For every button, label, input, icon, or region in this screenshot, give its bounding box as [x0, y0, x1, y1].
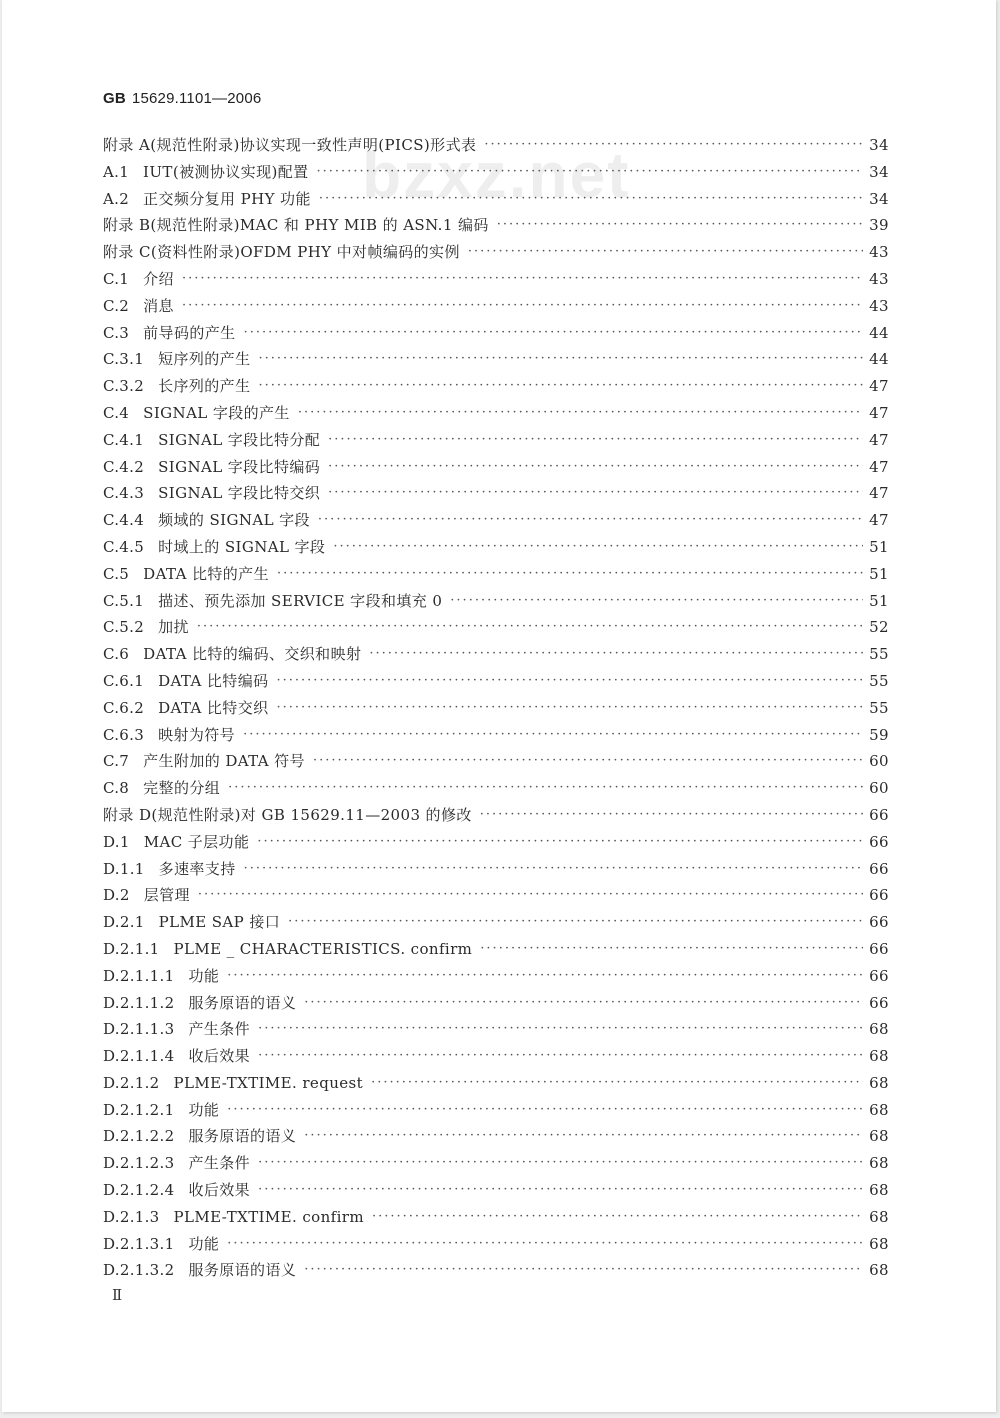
- toc-entry-title: PLME SAP 接口: [158, 913, 281, 932]
- toc-entry-page: 68: [869, 1234, 889, 1253]
- toc-entry-title: 产生附加的 DATA 符号: [143, 752, 305, 771]
- toc-dot-leader: [258, 1016, 863, 1043]
- toc-entry-title: DATA 比特的编码、交织和映射: [143, 645, 362, 664]
- toc-entry-title: 短序列的产生: [158, 350, 251, 369]
- toc-entry-title: 服务原语的语义: [188, 1261, 297, 1280]
- toc-entry-page: 39: [869, 216, 889, 235]
- toc-entry[interactable]: [103, 748, 889, 775]
- toc-entry-page: 66: [869, 832, 889, 851]
- toc-entry-title: 时域上的 SIGNAL 字段: [158, 537, 326, 556]
- toc-entry[interactable]: [103, 856, 889, 883]
- toc-entry-title: 收后效果: [188, 1047, 251, 1066]
- toc-entry-page: 66: [869, 993, 889, 1012]
- toc-dot-leader: [304, 1257, 863, 1284]
- toc-entry-number: D.2.1: [103, 913, 145, 932]
- toc-entry-number: C.3.2: [103, 377, 145, 396]
- toc-entry[interactable]: [103, 936, 889, 963]
- toc-entry-title: 服务原语的语义: [188, 993, 297, 1012]
- toc-entry-page: 51: [869, 591, 889, 610]
- toc-dot-leader: [372, 1204, 863, 1231]
- toc-entry-page: 55: [869, 645, 889, 664]
- toc-entry[interactable]: [103, 1257, 889, 1284]
- toc-entry-number: D.2.1.2.4: [103, 1181, 175, 1200]
- toc-entry-number: C.7: [103, 752, 130, 771]
- toc-entry-number: D.2.1.2.3: [103, 1154, 175, 1173]
- toc-entry-title: 消息: [143, 296, 174, 315]
- toc-entry-number: D.2.1.1: [103, 939, 160, 958]
- toc-entry-title: PLME _ CHARACTERISTICS. confirm: [173, 939, 473, 958]
- toc-dot-leader: [318, 507, 863, 534]
- toc-entry-page: 66: [869, 939, 889, 958]
- toc-dot-leader: [371, 1070, 863, 1097]
- toc-entry-title: 多速率支持: [158, 859, 236, 878]
- toc-entry-title: 功能: [188, 1234, 220, 1253]
- toc-entry[interactable]: [103, 695, 889, 722]
- standard-number: 15629.1101—2006: [131, 90, 262, 107]
- toc-dot-leader: [258, 373, 863, 400]
- toc-entry[interactable]: [103, 668, 889, 695]
- toc-entry-page: 47: [869, 430, 889, 449]
- toc-entry[interactable]: [103, 1204, 889, 1231]
- standard-prefix: GB: [103, 90, 126, 107]
- toc-entry-number: C.6.1: [103, 671, 145, 690]
- toc-entry-number: C.4: [103, 403, 130, 422]
- toc-entry-number: D.1: [103, 832, 130, 851]
- toc-entry-number: D.2.1.3.1: [103, 1234, 175, 1253]
- standard-header: [103, 90, 261, 107]
- toc-entry-number: C.8: [103, 779, 130, 798]
- toc-entry-page: 68: [869, 1154, 889, 1173]
- toc-dot-leader: [258, 346, 863, 373]
- toc-dot-leader: [328, 427, 863, 454]
- toc-entry-title: 映射为符号: [158, 725, 236, 744]
- toc-entry[interactable]: [103, 266, 889, 293]
- toc-dot-leader: [497, 212, 863, 239]
- toc-entry[interactable]: [103, 507, 889, 534]
- toc-dot-leader: [197, 614, 863, 641]
- toc-dot-leader: [288, 909, 863, 936]
- toc-dot-leader: [328, 480, 863, 507]
- toc-entry-title: 产生条件: [188, 1020, 251, 1039]
- toc-entry-number: C.5.2: [103, 618, 145, 637]
- toc-entry-number: C.4.2: [103, 457, 145, 476]
- toc-entry[interactable]: [103, 1177, 889, 1204]
- toc-entry-title: 介绍: [143, 269, 174, 288]
- toc-dot-leader: [244, 856, 863, 883]
- toc-entry-page: 55: [869, 671, 889, 690]
- toc-entry-number: D.2.1.3: [103, 1207, 160, 1226]
- toc-entry-page: 68: [869, 1073, 889, 1092]
- toc-dot-leader: [227, 1231, 863, 1258]
- toc-entry-number: D.2.1.2.2: [103, 1127, 175, 1146]
- toc-entry-title: 附录 A(规范性附录)协议实现一致性声明(PICS)形式表: [103, 136, 477, 154]
- toc-entry-number: D.2.1.1.1: [103, 966, 175, 985]
- toc-entry-page: 47: [869, 377, 889, 396]
- toc-entry[interactable]: [103, 1150, 889, 1177]
- toc-entry-page: 68: [869, 1100, 889, 1119]
- toc-entry[interactable]: [103, 293, 889, 320]
- toc-entry-number: D.2.1.3.2: [103, 1261, 175, 1280]
- toc-entry-title: DATA 比特交织: [158, 698, 269, 717]
- toc-entry-number: D.2: [103, 886, 130, 905]
- toc-dot-leader: [257, 829, 863, 856]
- toc-entry-page: 68: [869, 1207, 889, 1226]
- toc-entry[interactable]: [103, 1043, 889, 1070]
- toc-dot-leader: [317, 159, 864, 186]
- toc-entry-title: PLME-TXTIME. request: [173, 1073, 364, 1092]
- toc-dot-leader: [480, 936, 863, 963]
- toc-entry[interactable]: [103, 561, 889, 588]
- toc-entry[interactable]: [103, 454, 889, 481]
- toc-dot-leader: [450, 588, 863, 615]
- toc-entry-page: 66: [869, 886, 889, 905]
- toc-entry-page: 68: [869, 1127, 889, 1146]
- toc-entry-title: 长序列的产生: [158, 377, 251, 396]
- toc-entry-title: 附录 B(规范性附录)MAC 和 PHY MIB 的 ASN.1 编码: [103, 216, 489, 235]
- toc-entry-page: 60: [869, 752, 889, 771]
- toc-entry[interactable]: [103, 909, 889, 936]
- toc-entry-title: 附录 D(规范性附录)对 GB 15629.11—2003 的修改: [103, 805, 472, 824]
- toc-entry-number: C.5: [103, 564, 130, 583]
- toc-entry[interactable]: [103, 775, 889, 802]
- toc-entry-page: 43: [869, 269, 889, 288]
- toc-entry-page: 60: [869, 779, 889, 798]
- toc-entry-page: 43: [869, 296, 889, 315]
- toc-entry-number: C.3: [103, 323, 130, 342]
- toc-entry[interactable]: [103, 1097, 889, 1124]
- toc-entry-page: 47: [869, 403, 889, 422]
- toc-entry-number: A.1: [103, 162, 130, 181]
- toc-entry-title: SIGNAL 字段比特交织: [158, 484, 321, 503]
- toc-entry-number: C.6.2: [103, 698, 145, 717]
- toc-entry-number: C.4.4: [103, 511, 145, 530]
- page-number-roman: Ⅱ: [112, 1286, 123, 1304]
- toc-dot-leader: [227, 963, 863, 990]
- toc-entry[interactable]: [103, 534, 889, 561]
- toc-dot-leader: [304, 1123, 863, 1150]
- toc-entry-title: 功能: [188, 1100, 220, 1119]
- toc-entry-page: 34: [869, 136, 889, 154]
- toc-dot-leader: [243, 722, 863, 749]
- toc-entry-title: 层管理: [143, 886, 190, 905]
- toc-entry[interactable]: [103, 132, 889, 159]
- toc-entry-title: IUT(被测协议实现)配置: [143, 162, 309, 181]
- toc-dot-leader: [277, 668, 864, 695]
- toc-entry-number: D.2.1.1.4: [103, 1047, 175, 1066]
- toc-dot-leader: [198, 882, 863, 909]
- toc-entry-page: 51: [869, 537, 889, 556]
- table-of-contents: [103, 132, 889, 1284]
- toc-dot-leader: [328, 454, 863, 481]
- toc-entry-title: 完整的分组: [143, 779, 221, 798]
- toc-dot-leader: [304, 990, 863, 1017]
- toc-entry-page: 47: [869, 484, 889, 503]
- toc-entry-page: 55: [869, 698, 889, 717]
- toc-entry-number: C.1: [103, 269, 130, 288]
- toc-entry-page: 47: [869, 511, 889, 530]
- toc-entry-number: C.4.1: [103, 430, 145, 449]
- toc-entry[interactable]: [103, 427, 889, 454]
- toc-dot-leader: [228, 775, 863, 802]
- toc-entry-page: 66: [869, 859, 889, 878]
- toc-dot-leader: [277, 561, 863, 588]
- toc-dot-leader: [244, 320, 864, 347]
- toc-entry-title: SIGNAL 字段比特编码: [158, 457, 321, 476]
- toc-entry-number: C.2: [103, 296, 130, 315]
- toc-dot-leader: [182, 293, 863, 320]
- toc-entry-page: 43: [869, 243, 889, 262]
- toc-entry-title: DATA 比特的产生: [143, 564, 269, 583]
- toc-entry[interactable]: [103, 186, 889, 213]
- toc-dot-leader: [369, 641, 863, 668]
- toc-entry[interactable]: [103, 990, 889, 1017]
- toc-entry[interactable]: [103, 802, 889, 829]
- toc-dot-leader: [480, 802, 863, 829]
- toc-entry-title: 加扰: [158, 618, 189, 637]
- toc-entry[interactable]: [103, 829, 889, 856]
- toc-entry[interactable]: [103, 239, 889, 266]
- toc-dot-leader: [298, 400, 863, 427]
- toc-entry-title: DATA 比特编码: [158, 671, 269, 690]
- toc-entry-page: 34: [869, 162, 889, 181]
- toc-entry[interactable]: [103, 1231, 889, 1258]
- toc-dot-leader: [484, 132, 863, 159]
- toc-entry-title: 频域的 SIGNAL 字段: [158, 511, 310, 530]
- toc-entry-number: D.1.1: [103, 859, 145, 878]
- toc-entry[interactable]: [103, 1123, 889, 1150]
- toc-entry-number: D.2.1.1.3: [103, 1020, 175, 1039]
- toc-dot-leader: [468, 239, 863, 266]
- toc-entry-page: 68: [869, 1047, 889, 1066]
- toc-entry-page: 59: [869, 725, 889, 744]
- toc-entry[interactable]: [103, 1016, 889, 1043]
- toc-entry-title: SIGNAL 字段比特分配: [158, 430, 321, 449]
- toc-entry-title: 描述、预先添加 SERVICE 字段和填充 0: [158, 591, 443, 610]
- toc-entry-title: MAC 子层功能: [143, 832, 250, 851]
- toc-entry-number: C.4.5: [103, 537, 145, 556]
- toc-entry-number: C.3.1: [103, 350, 145, 369]
- toc-dot-leader: [277, 695, 864, 722]
- toc-dot-leader: [333, 534, 863, 561]
- toc-entry[interactable]: [103, 614, 889, 641]
- toc-entry-page: 66: [869, 966, 889, 985]
- toc-entry-title: 服务原语的语义: [188, 1127, 297, 1146]
- toc-entry-page: 66: [869, 805, 889, 824]
- toc-entry[interactable]: [103, 722, 889, 749]
- toc-entry-page: 51: [869, 564, 889, 583]
- toc-entry-number: A.2: [103, 189, 130, 208]
- toc-entry[interactable]: [103, 1070, 889, 1097]
- toc-entry-title: 功能: [188, 966, 220, 985]
- toc-entry-number: C.6.3: [103, 725, 145, 744]
- toc-entry-page: 44: [869, 350, 889, 369]
- toc-dot-leader: [258, 1043, 863, 1070]
- toc-dot-leader: [313, 748, 863, 775]
- document-page: [2, 0, 996, 1412]
- toc-entry[interactable]: [103, 963, 889, 990]
- toc-entry-title: 附录 C(资料性附录)OFDM PHY 中对帧编码的实例: [103, 243, 460, 262]
- toc-entry[interactable]: [103, 480, 889, 507]
- toc-entry-title: 收后效果: [188, 1181, 251, 1200]
- toc-entry-number: D.2.1.2.1: [103, 1100, 175, 1119]
- toc-entry-number: C.6: [103, 645, 130, 664]
- toc-entry[interactable]: [103, 882, 889, 909]
- toc-entry-page: 66: [869, 913, 889, 932]
- toc-entry-number: D.2.1.2: [103, 1073, 160, 1092]
- watermark: bzxz.net: [362, 139, 631, 211]
- toc-entry-number: C.5.1: [103, 591, 145, 610]
- toc-entry-page: 68: [869, 1020, 889, 1039]
- toc-entry[interactable]: [103, 159, 889, 186]
- toc-entry[interactable]: [103, 588, 889, 615]
- toc-entry-page: 47: [869, 457, 889, 476]
- toc-entry[interactable]: [103, 346, 889, 373]
- toc-dot-leader: [258, 1150, 863, 1177]
- toc-entry-page: 52: [869, 618, 889, 637]
- toc-entry-page: 68: [869, 1181, 889, 1200]
- toc-entry-title: PLME-TXTIME. confirm: [173, 1207, 364, 1226]
- toc-dot-leader: [227, 1097, 863, 1124]
- toc-entry-number: C.4.3: [103, 484, 145, 503]
- toc-entry-title: 前导码的产生: [143, 323, 236, 342]
- toc-entry[interactable]: [103, 320, 889, 347]
- toc-entry[interactable]: [103, 641, 889, 668]
- toc-entry-title: SIGNAL 字段的产生: [143, 403, 290, 422]
- toc-entry-page: 34: [869, 189, 889, 208]
- toc-entry[interactable]: [103, 400, 889, 427]
- toc-entry[interactable]: [103, 212, 889, 239]
- toc-dot-leader: [182, 266, 863, 293]
- toc-dot-leader: [319, 186, 863, 213]
- toc-entry-title: 正交频分复用 PHY 功能: [143, 189, 311, 208]
- toc-entry-title: 产生条件: [188, 1154, 251, 1173]
- toc-entry-page: 68: [869, 1261, 889, 1280]
- toc-entry-page: 44: [869, 323, 889, 342]
- toc-entry-number: D.2.1.1.2: [103, 993, 175, 1012]
- toc-entry[interactable]: [103, 373, 889, 400]
- toc-dot-leader: [258, 1177, 863, 1204]
